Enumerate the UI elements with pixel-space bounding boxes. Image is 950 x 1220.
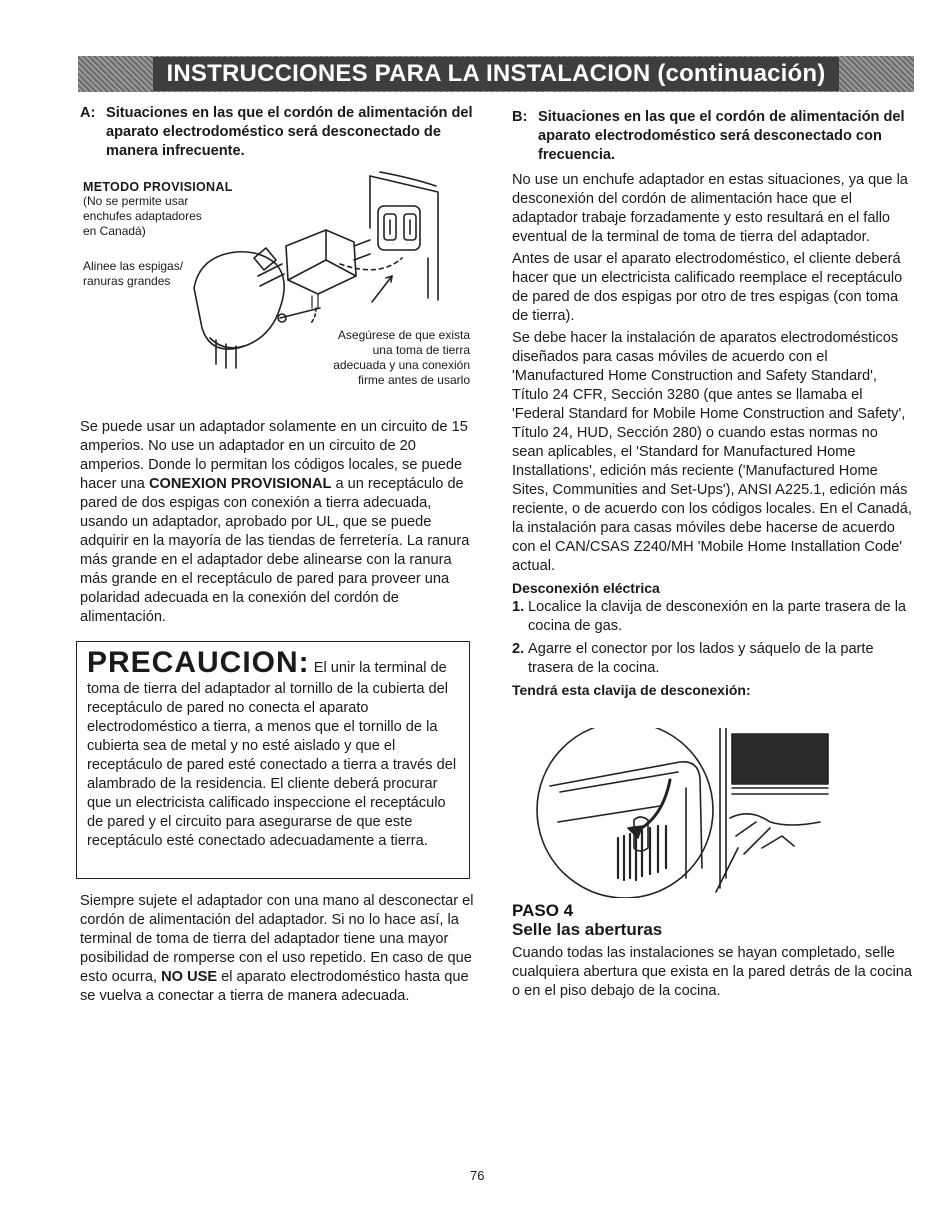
sujete-paragraph-text: Siempre sujete el adaptador con una mano al desconectar el cordón de alimentación del adaptador. Si no lo hace así, la terminal de toma de tierra del adaptador tiene una mayor posibilidad de romperse con el uso repetido. En caso de que esto ocurra, bbox=[80, 893, 474, 985]
adapter-paragraph-text-2: a un receptáculo de pared de dos espigas con conexión a tierra adecuada, usando un adaptador, aprobado por UL, que se puede adquirir en la mayoría de las tiendas de ferretería. La ranura más grande en el adaptador debe alinearse con la ranura más grande en el receptáculo de pared para proveer una polaridad adecuada en la conexión del cordón de alimentación. bbox=[80, 476, 470, 625]
step-text: Localice la clavija de desconexión en la parte trasera de la cocina de gas. bbox=[528, 599, 907, 634]
step-number: 1. bbox=[512, 599, 525, 615]
disconnect-illustration bbox=[530, 728, 830, 898]
section-b-heading-text: Situaciones en las que el cordón de alimentación del aparato electrodoméstico será desconectado con frecuencia. bbox=[538, 109, 905, 163]
section-b-heading bbox=[512, 108, 912, 165]
alinee-line: Alinee las espigas/ bbox=[83, 259, 184, 273]
desconexion-steps bbox=[512, 598, 912, 678]
asegurese-line: firme antes de usarlo bbox=[357, 373, 470, 387]
step-number: 2. bbox=[512, 641, 525, 657]
caution-body: toma de tierra del adaptador al tornillo de la cubierta del receptáculo de pared no conecta el aparato electrodoméstico a tierra, a menos que el tornillo de la cubierta sea de metal y no esté aislado y que el receptáculo de pared esté conectado a tierra a través del alambrado de la residencia. El cliente deberá procurar que un electricista calificado inspeccione el receptáculo de pared y el circuito para asegurarse de que este receptáculo esté conectado adecuadamente a tierra. bbox=[87, 681, 457, 849]
paso-title: Selle las aberturas bbox=[512, 920, 663, 939]
tendra-heading: Tendrá esta clavija de desconexión: bbox=[512, 682, 751, 698]
step-text: Agarre el conector por los lados y sáquelo de la parte trasera de la cocina. bbox=[528, 641, 874, 676]
section-a-heading-text: Situaciones en las que el cordón de alimentación del aparato electrodoméstico será desconectado de manera infrecuente. bbox=[106, 105, 473, 159]
section-a-letter: A: bbox=[80, 105, 96, 121]
alinee-label bbox=[83, 259, 183, 289]
step-item bbox=[512, 598, 912, 636]
adapter-note-line: en Canadá) bbox=[83, 224, 146, 238]
page-number: 76 bbox=[470, 1168, 485, 1183]
step-item bbox=[512, 640, 912, 678]
adapter-note-line: (No se permite usar bbox=[83, 194, 189, 208]
no-use-emphasis: NO USE bbox=[161, 969, 218, 985]
section-a-heading bbox=[80, 104, 480, 161]
right-body bbox=[512, 171, 912, 700]
caution-title: PRECAUCION: bbox=[87, 646, 310, 679]
adapter-illustration bbox=[180, 168, 460, 378]
desconexion-heading: Desconexión eléctrica bbox=[512, 580, 660, 596]
asegurese-line: Asegúrese de que exista bbox=[337, 328, 470, 342]
asegurese-line: una toma de tierra bbox=[372, 343, 470, 357]
alinee-line: ranuras grandes bbox=[83, 274, 171, 288]
asegurese-line: adecuada y una conexión bbox=[333, 358, 470, 372]
plug-head bbox=[194, 252, 284, 349]
paso-text: Cuando todas las instalaciones se hayan completado, selle cualquiera abertura que exista en la pared detrás de la cocina o en el piso debajo de la cocina. bbox=[512, 945, 912, 999]
range-panel bbox=[732, 734, 828, 784]
sujete-paragraph bbox=[80, 892, 480, 1006]
conexion-provisional: CONEXION PROVISIONAL bbox=[148, 476, 332, 492]
curved-arrow bbox=[634, 780, 670, 832]
page-title: INSTRUCCIONES PARA LA INSTALACION (continuación) bbox=[153, 57, 840, 91]
paso-label: PASO 4 bbox=[512, 901, 574, 920]
sujete-paragraph-text-2: el aparato electrodoméstico hasta que se vuelva a conectar a tierra de manera adecuada. bbox=[80, 969, 469, 1004]
adapter-paragraph bbox=[80, 418, 480, 627]
section-b-letter: B: bbox=[512, 109, 528, 125]
caution-text bbox=[87, 646, 459, 851]
electrician-paragraph: Antes de usar el aparato electrodoméstico, el cliente deberá hacer que un electricista calificado reemplace el receptáculo de pared de dos espigas por otro de tres espigas (con toma de tierra). bbox=[512, 251, 903, 324]
metodo-label: METODO PROVISIONAL bbox=[83, 180, 233, 194]
mobile-home-paragraph: Se debe hacer la instalación de aparatos electrodomésticos diseñados para casas móviles de acuerdo con el 'Manufactured Home Construction and Safety Standard', Título 24 CFR, Sección 3280 (que antes se llamaba el 'Federal Standard for Mobile Home Construction and Safety', Título 24, HUD, Sección 280) o cuando estas normas no sean aplicables, el 'Standard for Manufactured Home Installations', edición más reciente ('Manufactured Home Sites, Communities and Set-Ups'), ANSI A225.1, edición más reciente, o de acuerdo con los códigos locales. En el Canadá, la instalación para casas móviles debe hacerse de acuerdo con el CAN/CSAS Z240/MH 'Mobile Home Installation Code' actual. bbox=[512, 330, 912, 574]
section-banner bbox=[78, 56, 914, 92]
adapter-paragraph-text: Se puede usar un adaptador solamente en un circuito de 15 amperios. No use un adaptador en un circuito de 20 amperios. Donde lo permitan los códigos locales, se puede hacer una bbox=[80, 419, 468, 492]
adapter-note-line: enchufes adaptadores bbox=[83, 209, 202, 223]
no-adapter-paragraph: No use un enchufe adaptador en estas situaciones, ya que la desconexión del cordón de alimentación hace que el adaptador trabaje forzadamente y esto resultará en el fallo eventual de la terminal de toma de tierra del adaptador. bbox=[512, 172, 908, 245]
caution-lead: El unir la terminal de bbox=[309, 660, 447, 676]
